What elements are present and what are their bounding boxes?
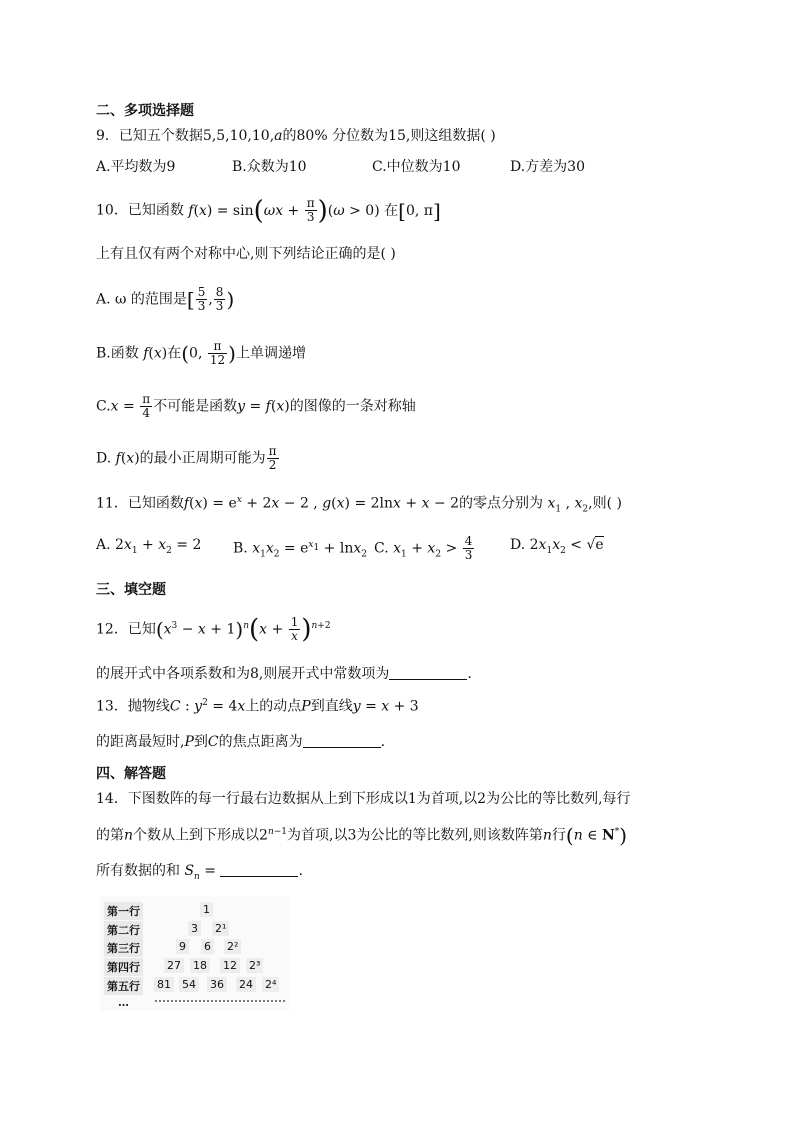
triangle-row: [100, 977, 290, 995]
triangle-cell: 6: [201, 939, 214, 954]
q10-option-b: B.函数 f(x)在(0, $\frac{\pi}{12}$ )上单调递增: [96, 339, 306, 367]
q11-stem: 11．已知函数$f(x) = e^x + 2x - 2$ , g(x) = 2lnx + x − 2的零点分别为 $x_1$ , $x_2$,则( ): [96, 495, 622, 515]
q13-continuation: 的距离最短时,P到C的焦点距离为 .: [96, 734, 386, 750]
q11-option-a: A. $2x_1 + x_2 = 2$: [96, 537, 202, 556]
q10-option-d: D. f(x)的最小正周期可能为 $\frac{\pi}{2}$: [96, 444, 277, 472]
q11-option-b: B. $x_1x_2 = e^{x_1} + \ln x_2$: [233, 540, 367, 560]
q9-option-d: D.方差为30: [510, 159, 585, 175]
triangle-cell: 81: [154, 977, 174, 992]
triangle-row-label: 第二行: [104, 921, 143, 939]
triangle-row-label: 第五行: [104, 977, 143, 995]
triangle-row: [100, 958, 290, 976]
section-heading-fill-in: 三、填空题: [96, 582, 166, 598]
q9-option-b: B.众数为10: [232, 159, 307, 175]
triangle-row: [100, 921, 290, 939]
q11-option-d: D. $2x_1x_2 < √e$: [510, 537, 604, 556]
q13-stem: 13．抛物线C : $y^2 = 4x$上的动点P到直线y = x + 3: [96, 698, 419, 715]
triangle-cell: 1: [200, 902, 213, 917]
triangle-more-label: …: [118, 996, 129, 1009]
q9-option-c: C.中位数为10: [372, 159, 461, 175]
triangle-cell: 2¹: [212, 921, 229, 936]
q11-option-c: C. $x_1 + x_2$ > $\frac{4}{3}$: [374, 534, 473, 562]
q10-option-c: C.x = $\frac{\pi}{4}$ 不可能是函数y = f(x)的图像的一条对称轴: [96, 392, 416, 420]
q10-continuation: 上有且仅有两个对称中心,则下列结论正确的是( ): [96, 246, 396, 262]
q14-line-1: 14．下图数阵的每一行最右边数据从上到下形成以1为首项,以2为公比的等比数列,每行: [96, 791, 631, 807]
q13-answer-blank[interactable]: [303, 733, 381, 748]
triangle-row-label: 第一行: [104, 902, 143, 920]
q14-line-2: 的第n个数从上到下形成以$2^{n-1}$为首项,以3为公比的等比数列,则该数阵第n行(n ∈ N*): [96, 823, 628, 848]
number-triangle-figure: [100, 896, 290, 1011]
q14-answer-blank[interactable]: [220, 862, 298, 877]
triangle-cell: 18: [190, 958, 210, 973]
triangle-row-label: 第四行: [104, 958, 143, 976]
triangle-row: [100, 939, 290, 957]
q14-line-3: 所有数据的和 $S_n$ = .: [96, 863, 303, 882]
q12-continuation: 的展开式中各项系数和为8,则展开式中常数项为 .: [96, 666, 472, 682]
triangle-cell: 9: [176, 939, 189, 954]
q10-function-formula: f(x) = sin(ωx + $\frac{\pi}{3}$ )(ω > 0) 在[0, π]: [188, 195, 441, 226]
q12-stem: 12．已知$(x^3 - x + 1)^n(x$ + $\frac{1}{x}$ )$^{n+2}$: [96, 614, 331, 645]
triangle-cell: 24: [236, 977, 256, 992]
q10-stem: 10．已知函数 f(x) = sin(ωx + $\frac{\pi}{3}$ )(ω > 0) 在[0, π]: [96, 195, 441, 226]
triangle-more-dots: [155, 1000, 285, 1002]
triangle-row-label: 第三行: [104, 939, 143, 957]
triangle-cell: 3: [188, 921, 201, 936]
triangle-cell: 12: [220, 958, 240, 973]
section-heading-multiple-choice: 二、多项选择题: [96, 103, 194, 119]
triangle-cell: 36: [207, 977, 227, 992]
triangle-cell: 2⁴: [262, 977, 279, 992]
q9-option-a: A.平均数为9: [96, 159, 176, 175]
q9-stem: 9．已知五个数据5,5,10,10,a的80% 分位数为15,则这组数据( ): [96, 128, 496, 144]
triangle-row: [100, 902, 290, 920]
triangle-cell: 54: [179, 977, 199, 992]
triangle-cell: 27: [164, 958, 184, 973]
q12-answer-blank[interactable]: [389, 665, 467, 680]
q10-option-a: A. ω 的范围是[ $\frac{5}{3}$ , $\frac{8}{3}$ ): [96, 285, 235, 313]
triangle-cell: 2³: [246, 958, 263, 973]
section-heading-solution: 四、解答题: [96, 766, 166, 782]
triangle-cell: 2²: [224, 939, 241, 954]
